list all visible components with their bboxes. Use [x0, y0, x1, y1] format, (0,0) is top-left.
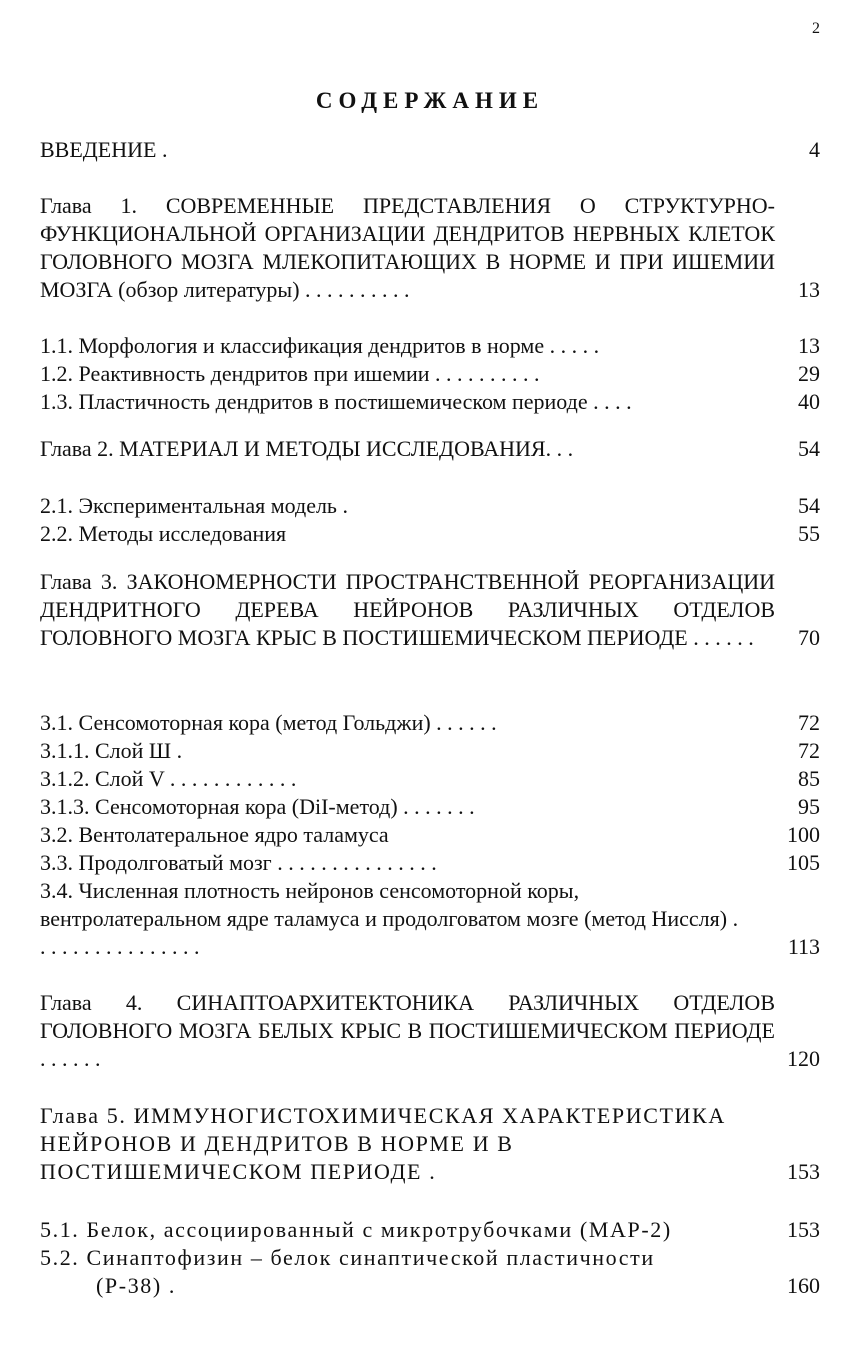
toc-entry-text: 1.2. Реактивность дендритов при ишемии . . . . . . . . . .	[40, 361, 540, 386]
toc-entry-page: 105	[787, 850, 820, 875]
toc-entry-text: Глава 4. СИНАПТОАРХИТЕКТОНИКА РАЗЛИЧНЫХ ОТДЕЛОВ ГОЛОВНОГО МОЗГА БЕЛЫХ КРЫС В ПОСТИШЕМИЧЕСКОМ ПЕРИОДЕ . . . . . .	[40, 990, 775, 1071]
toc-entry-1-2[interactable]	[40, 360, 820, 388]
toc-entry-text: 3.1.1. Слой Ш .	[40, 738, 183, 763]
toc-entry-3-1[interactable]	[40, 709, 820, 737]
toc-entry-page: 54	[798, 493, 820, 518]
toc-entry-page: 29	[798, 361, 820, 386]
toc-entry-text: 1.3. Пластичность дендритов в постишемическом периоде . . . .	[40, 389, 632, 414]
toc-entry-chapter-4[interactable]	[40, 989, 820, 1073]
toc-entry-3-4[interactable]	[40, 877, 820, 961]
toc-entry-5-2[interactable]	[40, 1244, 820, 1272]
toc-entry-page: 40	[798, 389, 820, 414]
toc-entry-text: (Р-38) .	[96, 1273, 177, 1298]
toc-entry-page: 100	[787, 822, 820, 847]
toc-entry-1-1[interactable]	[40, 332, 820, 360]
page-number: 2	[812, 20, 820, 37]
toc-entry-text: 3.1.2. Слой V . . . . . . . . . . . .	[40, 766, 297, 791]
toc-entry-text: 3.1.3. Сенсомоторная кора (DiI-метод) . . . . . . .	[40, 794, 475, 819]
toc-entry-text: 3.3. Продолговатый мозг . . . . . . . . . . . . . . .	[40, 850, 437, 875]
toc-entry-text: 5.1. Белок, ассоциированный с микротрубочками (МАР-2)	[40, 1217, 672, 1242]
toc-entry-text: 3.1. Сенсомоторная кора (метод Гольджи) . . . . . .	[40, 710, 497, 735]
toc-entry-3-3[interactable]	[40, 849, 820, 877]
toc-entry-text: Глава 5. ИММУНОГИСТОХИМИЧЕСКАЯ ХАРАКТЕРИСТИКА НЕЙРОНОВ И ДЕНДРИТОВ В НОРМЕ И В ПОСТИШЕМИЧЕСКОМ ПЕРИОДЕ .	[40, 1103, 726, 1184]
toc-entry-page: 55	[798, 521, 820, 546]
toc-entry-text: ВВЕДЕНИЕ .	[40, 137, 168, 162]
toc-entry-text: 2.1. Экспериментальная модель .	[40, 493, 348, 518]
toc-entry-page: 85	[798, 766, 820, 791]
toc-entry-text: 1.1. Морфология и классификация дендритов в норме . . . . .	[40, 333, 600, 358]
toc-entry-chapter-1[interactable]	[40, 192, 820, 304]
toc-entry-page: 160	[787, 1273, 820, 1298]
toc-entry-chapter-2[interactable]	[40, 435, 820, 463]
toc-entry-text: Глава 1. СОВРЕМЕННЫЕ ПРЕДСТАВЛЕНИЯ О СТРУКТУРНО-ФУНКЦИОНАЛЬНОЙ ОРГАНИЗАЦИИ ДЕНДРИТОВ НЕРВНЫХ КЛЕТОК ГОЛОВНОГО МОЗГА МЛЕКОПИТАЮЩИХ В НОРМЕ И ПРИ ИШЕМИИ МОЗГА (обзор литературы) . . . . . . . . . .	[40, 193, 775, 302]
toc-entry-page: 153	[787, 1217, 820, 1242]
toc-entry-page: 72	[798, 738, 820, 763]
toc-entry-1-3[interactable]	[40, 388, 820, 416]
toc-entry-page: 70	[798, 625, 820, 650]
toc-entry-chapter-5[interactable]	[40, 1102, 820, 1186]
toc-entry-page: 95	[798, 794, 820, 819]
toc-entry-3-2[interactable]	[40, 821, 820, 849]
toc-entry-5-1[interactable]	[40, 1216, 820, 1244]
toc-entry-page: 4	[809, 137, 820, 162]
toc-entry-page: 113	[787, 934, 820, 959]
toc-entry-page: 120	[787, 1046, 820, 1071]
toc-entry-3-1-1[interactable]	[40, 737, 820, 765]
toc-entry-text: 3.4. Численная плотность нейронов сенсомоторной коры, вентролатеральном ядре таламуса и продолговатом мозге (метод Ниссля) . . . . . . . . . . . . . . . .	[40, 878, 739, 959]
toc-entry-2-1[interactable]	[40, 492, 820, 520]
toc-entry-page: 153	[787, 1159, 820, 1184]
toc-entry-3-1-2[interactable]	[40, 765, 820, 793]
page-title: СОДЕРЖАНИЕ	[315, 88, 545, 113]
toc-entry-page: 13	[798, 277, 820, 302]
toc-entry-text: Глава 3. ЗАКОНОМЕРНОСТИ ПРОСТРАНСТВЕННОЙ РЕОРГАНИЗАЦИИ ДЕНДРИТНОГО ДЕРЕВА НЕЙРОНОВ РАЗЛИЧНЫХ ОТДЕЛОВ ГОЛОВНОГО МОЗГА КРЫС В ПОСТИШЕМИЧЕСКОМ ПЕРИОДЕ . . . . . .	[40, 569, 775, 650]
toc-entry-page: 13	[798, 333, 820, 358]
toc-entry-5-2-continued[interactable]	[40, 1272, 820, 1300]
toc-entry-text: 2.2. Методы исследования	[40, 521, 287, 546]
toc-entry-introduction[interactable]	[40, 136, 820, 164]
toc-entry-text: 5.2. Синаптофизин – белок синаптической пластичности	[40, 1245, 655, 1270]
toc-entry-2-2[interactable]	[40, 520, 820, 548]
toc-entry-3-1-3[interactable]	[40, 793, 820, 821]
toc-entry-page: 54	[798, 436, 820, 461]
toc-entry-text: Глава 2. МАТЕРИАЛ И МЕТОДЫ ИССЛЕДОВАНИЯ. . .	[40, 436, 574, 461]
toc-entry-page: 72	[798, 710, 820, 735]
toc-entry-chapter-3[interactable]	[40, 568, 820, 652]
toc-entry-text: 3.2. Вентолатеральное ядро таламуса	[40, 822, 389, 847]
